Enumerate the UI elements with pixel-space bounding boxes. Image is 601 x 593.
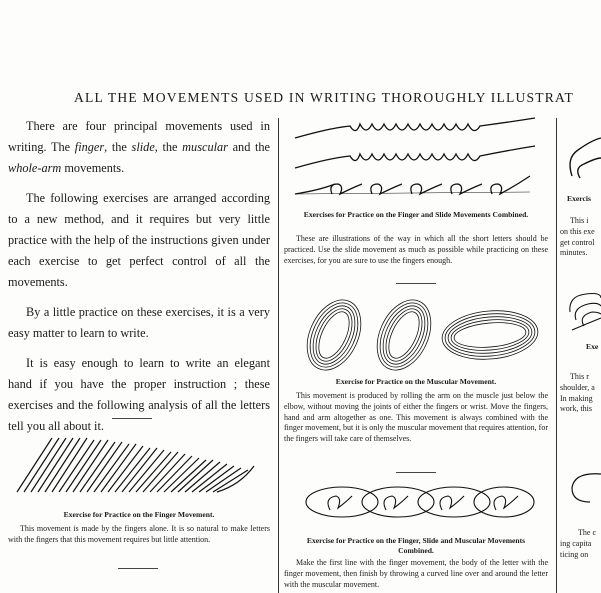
finger-movement-exercise-illustration bbox=[12, 430, 262, 500]
finger-slide-caption: Exercises for Practice on the Finger and Slide Movements Combined. bbox=[303, 210, 529, 219]
finger-exercise-text: This movement is made by the fingers alone. It is so natural to make letters with the fingers that this movement requires but little attention. bbox=[8, 524, 270, 544]
intro-paragraph-3: By a little practice on these exercises, it is a very easy matter to learn to write. bbox=[8, 305, 270, 340]
intro-text bbox=[8, 116, 270, 446]
finger-exercise-caption: Exercise for Practice on the Finger Movement. bbox=[63, 510, 215, 519]
col3-caption-middle: Exe bbox=[586, 342, 599, 351]
finger-slide-exercise-illustration bbox=[290, 114, 540, 204]
page-title: ALL THE MOVEMENTS USED IN WRITING THOROUGHLY ILLUSTRAT bbox=[74, 90, 575, 105]
combined-movement-exercise-illustration bbox=[300, 480, 540, 530]
separator-rule bbox=[118, 568, 158, 569]
whole-arm-capital-illustration-top bbox=[566, 128, 601, 188]
separator-rule bbox=[396, 283, 436, 284]
intro-paragraph-4: It is easy enough to learn to write an elegant hand if you have the proper instruction ; these exercises and the following analysis of all the letters tell you all about it. bbox=[8, 356, 270, 433]
combined-text: Make the first line with the finger movement, the body of the letter with the finger movement, then finish by throwing a curved line over and around the letter with the muscular movement. bbox=[284, 558, 548, 589]
combined-caption: Exercise for Practice on the Finger, Slide and Muscular Movements Combined. bbox=[306, 536, 526, 555]
finger-slide-text: These are illustrations of the way in which all the short letters should be practiced. Use the slide movement as much as possible while practicing on these exercises, for you are sure to use the fingers enough. bbox=[284, 234, 548, 265]
muscular-caption: Exercise for Practice on the Muscular Movement. bbox=[335, 377, 497, 386]
intro-paragraph-2: The following exercises are arranged according to a new method, and it requires but very little practice with the help of the instructions given under each exercise to get perfect control of all the movements. bbox=[8, 191, 270, 289]
whole-arm-capital-illustration-middle bbox=[566, 286, 601, 336]
column-divider-left bbox=[278, 118, 279, 593]
separator-rule bbox=[396, 472, 436, 473]
muscular-text: This movement is produced by rolling the arm on the muscle just below the elbow, without moving the joints of either the fingers or wrist. Move the fingers, hand and arm altogether as one. This movement is always combined with the finger movement, but it is only the muscular movement that requires attention, for the fingers will take care of themselves. bbox=[284, 391, 548, 444]
separator-rule bbox=[112, 418, 152, 419]
whole-arm-capital-illustration-bottom bbox=[566, 468, 601, 508]
col3-text-top: This i on this exe get control minutes. bbox=[560, 216, 595, 258]
intro-paragraph-1: There are four principal movements used in writing. The finger, the slide, the muscular and the whole-arm movements. bbox=[8, 119, 271, 175]
column-divider-right bbox=[556, 118, 557, 593]
col3-text-middle: This r shoulder, a In making work, this bbox=[560, 372, 595, 414]
col3-caption-top: Exercis bbox=[567, 194, 591, 203]
muscular-movement-ovals-illustration bbox=[294, 296, 544, 374]
col3-text-bottom: The c ing capita ticing on bbox=[560, 528, 596, 559]
